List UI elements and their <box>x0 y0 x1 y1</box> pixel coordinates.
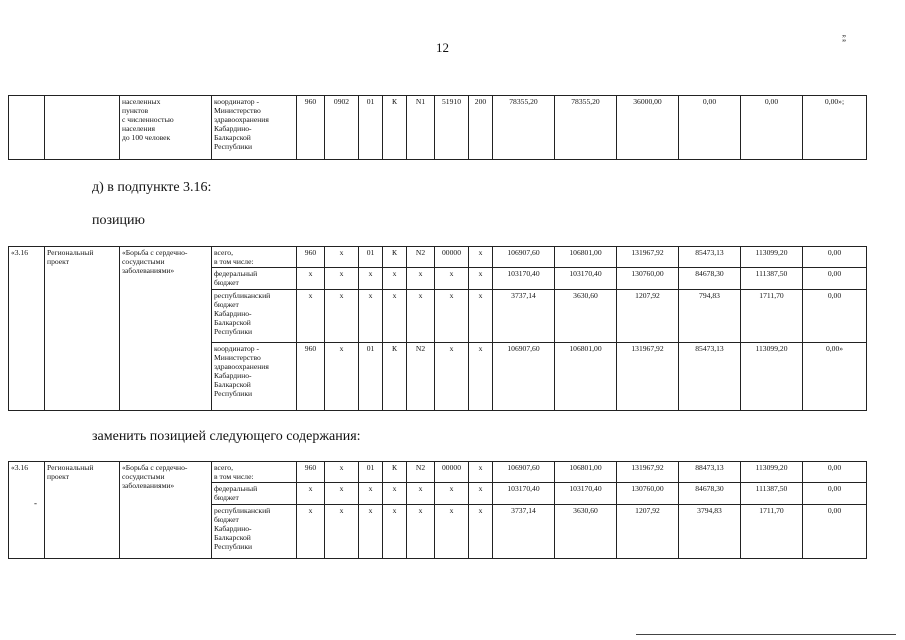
code-cell: х <box>359 483 383 505</box>
amount-cell: 106907,60 <box>493 343 555 411</box>
source-cell: всего, в том числе: <box>212 462 297 483</box>
amount-cell: 0,00» <box>803 343 867 411</box>
code-cell: х <box>469 483 493 505</box>
replace-label: заменить позицией следующего содержания: <box>92 429 361 444</box>
amount-cell: 78355,20 <box>555 96 617 160</box>
amount-cell: 131967,92 <box>617 462 679 483</box>
amount-cell: 0,00 <box>679 96 741 160</box>
position-label: позицию <box>92 213 145 228</box>
amount-cell: 78355,20 <box>493 96 555 160</box>
code-cell: х <box>469 247 493 268</box>
row-number-cell: «3.16 <box>9 247 45 411</box>
code-cell: К <box>383 343 407 411</box>
amount-cell: 3737,14 <box>493 505 555 559</box>
source-cell: координатор - Министерство здравоохранения Кабардино- Балкарской Республики <box>212 343 297 411</box>
code-cell: х <box>297 483 325 505</box>
source-cell: федеральный бюджет <box>212 268 297 290</box>
amount-cell: 0,00 <box>741 96 803 160</box>
code-cell: N2 <box>407 343 435 411</box>
bottom-rule <box>636 634 896 635</box>
code-cell: х <box>325 343 359 411</box>
amount-cell: 131967,92 <box>617 247 679 268</box>
code-cell: х <box>469 462 493 483</box>
code-cell: х <box>383 290 407 343</box>
amount-cell: 111387,50 <box>741 268 803 290</box>
amount-cell: 106801,00 <box>555 343 617 411</box>
code-cell: 01 <box>359 462 383 483</box>
amount-cell: 3794,83 <box>679 505 741 559</box>
amount-cell: 106907,60 <box>493 247 555 268</box>
amount-cell: 36000,00 <box>617 96 679 160</box>
code-cell: К <box>383 96 407 160</box>
code-cell: х <box>325 290 359 343</box>
code-cell: 00000 <box>435 247 469 268</box>
code-cell: 0902 <box>325 96 359 160</box>
amount-cell: 1711,70 <box>741 290 803 343</box>
code-cell: х <box>407 505 435 559</box>
code-cell: 01 <box>359 343 383 411</box>
amount-cell: 85473,13 <box>679 247 741 268</box>
amount-cell: 0,00 <box>803 290 867 343</box>
code-cell: 960 <box>297 343 325 411</box>
subclause-heading: д) в подпункте 3.16: <box>92 180 212 195</box>
row-description-cell: населенных пунктов с численностью населения до 100 человек <box>120 96 212 160</box>
amount-cell: 0,00 <box>803 247 867 268</box>
corner-marks: „ ” <box>842 28 876 48</box>
amount-cell: 131967,92 <box>617 343 679 411</box>
amount-cell: 85473,13 <box>679 343 741 411</box>
amount-cell: 103170,40 <box>555 483 617 505</box>
code-cell: К <box>383 462 407 483</box>
code-cell: 200 <box>469 96 493 160</box>
amount-cell: 1207,92 <box>617 505 679 559</box>
code-cell: N1 <box>407 96 435 160</box>
table-row <box>9 247 867 268</box>
code-cell: х <box>297 290 325 343</box>
amount-cell: 106801,00 <box>555 462 617 483</box>
code-cell: х <box>383 483 407 505</box>
row-description-cell: «Борьба с сердечно- сосудистыми заболеваниями» <box>120 462 212 559</box>
table-row <box>9 96 867 160</box>
code-cell: х <box>359 268 383 290</box>
code-cell: х <box>359 290 383 343</box>
amount-cell: 106801,00 <box>555 247 617 268</box>
code-cell: N2 <box>407 247 435 268</box>
amount-cell: 84678,30 <box>679 483 741 505</box>
amount-cell: 0,00 <box>803 268 867 290</box>
code-cell: 960 <box>297 247 325 268</box>
amount-cell: 84678,30 <box>679 268 741 290</box>
code-cell: 00000 <box>435 462 469 483</box>
source-cell: всего, в том числе: <box>212 247 297 268</box>
amount-cell: 113099,20 <box>741 343 803 411</box>
code-cell: х <box>383 505 407 559</box>
row-name-cell: Региональный проект <box>45 462 120 559</box>
amount-cell: 130760,00 <box>617 268 679 290</box>
row-number-cell <box>9 96 45 160</box>
amount-cell: 103170,40 <box>555 268 617 290</box>
code-cell: х <box>325 462 359 483</box>
code-cell: N2 <box>407 462 435 483</box>
source-cell: республиканский бюджет Кабардино- Балкарской Республики <box>212 290 297 343</box>
code-cell: х <box>297 505 325 559</box>
code-cell: х <box>469 290 493 343</box>
amount-cell: 103170,40 <box>493 483 555 505</box>
code-cell: х <box>469 505 493 559</box>
amount-cell: 0,00»; <box>803 96 867 160</box>
code-cell: х <box>325 505 359 559</box>
source-cell: федеральный бюджет <box>212 483 297 505</box>
code-cell: 01 <box>359 96 383 160</box>
code-cell: х <box>407 483 435 505</box>
amount-cell: 88473,13 <box>679 462 741 483</box>
table-fragment-top <box>8 95 867 160</box>
amount-cell: 3630,60 <box>555 505 617 559</box>
code-cell: х <box>469 343 493 411</box>
amount-cell: 3630,60 <box>555 290 617 343</box>
code-cell: х <box>435 505 469 559</box>
code-cell: х <box>407 290 435 343</box>
amount-cell: 3737,14 <box>493 290 555 343</box>
amount-cell: 106907,60 <box>493 462 555 483</box>
code-cell: х <box>407 268 435 290</box>
code-cell: х <box>469 268 493 290</box>
amount-cell: 794,83 <box>679 290 741 343</box>
amount-cell: 111387,50 <box>741 483 803 505</box>
code-cell: 01 <box>359 247 383 268</box>
table-row <box>9 462 867 483</box>
row-name-cell <box>45 96 120 160</box>
amount-cell: 0,00 <box>803 505 867 559</box>
amount-cell: 113099,20 <box>741 247 803 268</box>
stray-mark: - <box>34 498 37 508</box>
code-cell: х <box>435 343 469 411</box>
code-cell: 960 <box>297 462 325 483</box>
code-cell: х <box>435 268 469 290</box>
row-number-cell: «3.16 <box>9 462 45 559</box>
amount-cell: 1207,92 <box>617 290 679 343</box>
code-cell: х <box>297 268 325 290</box>
code-cell: х <box>435 483 469 505</box>
code-cell: х <box>383 268 407 290</box>
code-cell: х <box>325 483 359 505</box>
source-cell: республиканский бюджет Кабардино- Балкарской Республики <box>212 505 297 559</box>
code-cell: К <box>383 247 407 268</box>
row-description-cell: «Борьба с сердечно- сосудистыми заболеваниями» <box>120 247 212 411</box>
page-number: 12 <box>436 40 449 55</box>
row-name-cell: Региональный проект <box>45 247 120 411</box>
source-cell: координатор - Министерство здравоохранения Кабардино- Балкарской Республики <box>212 96 297 160</box>
amount-cell: 1711,70 <box>741 505 803 559</box>
table-new-position <box>8 461 867 559</box>
code-cell: 51910 <box>435 96 469 160</box>
amount-cell: 0,00 <box>803 483 867 505</box>
amount-cell: 113099,20 <box>741 462 803 483</box>
code-cell: х <box>359 505 383 559</box>
code-cell: х <box>325 268 359 290</box>
amount-cell: 103170,40 <box>493 268 555 290</box>
table-old-position <box>8 246 867 411</box>
code-cell: х <box>435 290 469 343</box>
code-cell: х <box>325 247 359 268</box>
amount-cell: 0,00 <box>803 462 867 483</box>
code-cell: 960 <box>297 96 325 160</box>
amount-cell: 130760,00 <box>617 483 679 505</box>
